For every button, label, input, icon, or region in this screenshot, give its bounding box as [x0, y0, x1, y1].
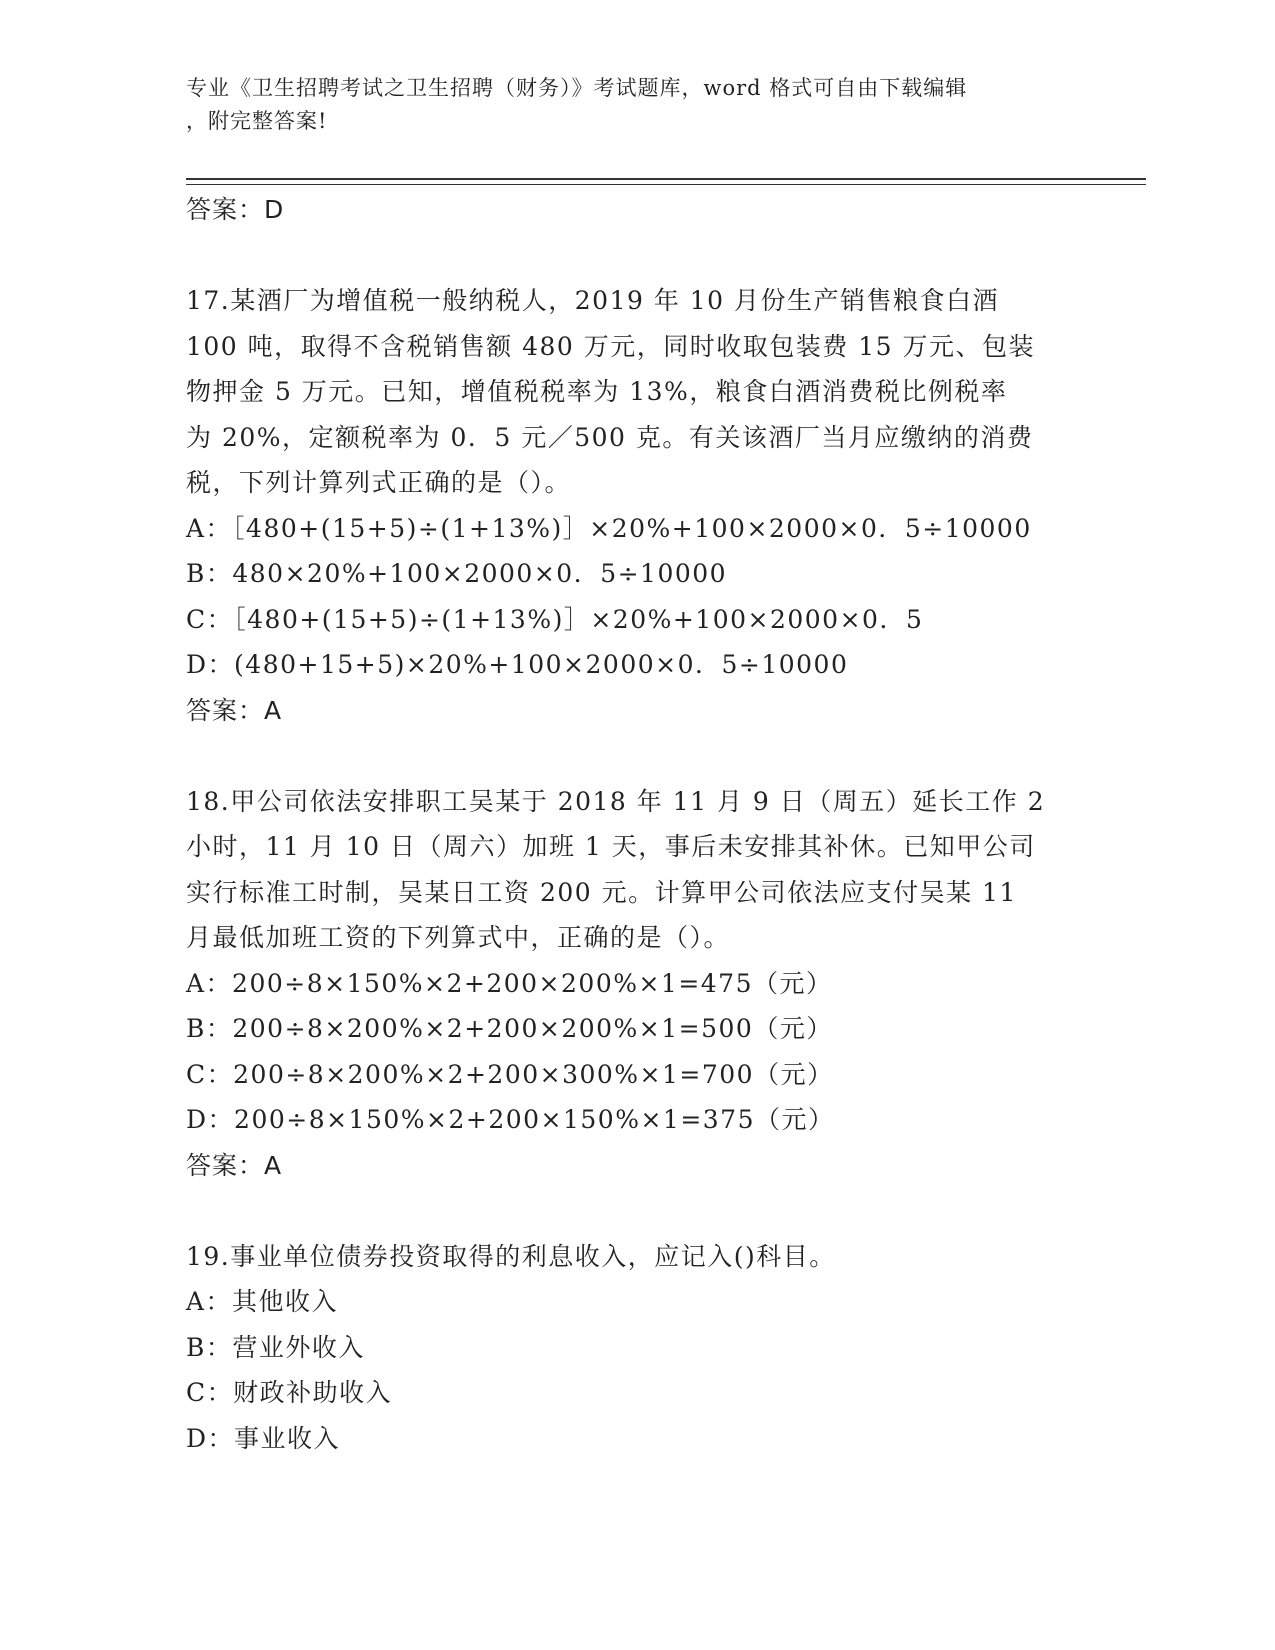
question-19	[186, 1234, 1086, 1462]
header-line-1: 专业《卫生招聘考试之卫生招聘（财务）》考试题库，word 格式可自由下载编辑	[186, 76, 968, 100]
question-17-line-1: 17.某酒厂为增值税一般纳税人，2019 年 10 月份生产销售粮食白酒	[186, 286, 1000, 315]
header-divider-bottom	[186, 184, 1146, 185]
question-19-line-1: 19.事业单位债券投资取得的利息收入，应记入()科目。	[186, 1241, 836, 1271]
document-header	[186, 72, 1086, 138]
question-17-line-5: 税，下列计算列式正确的是（）。	[186, 468, 572, 497]
previous-answer: 答案：D	[186, 195, 285, 224]
header-line-2: ，附完整答案!	[186, 109, 328, 133]
question-18-answer: 答案：A	[186, 1150, 283, 1180]
question-18-line-4: 月最低加班工资的下列算式中，正确的是（）。	[186, 923, 731, 952]
spacer	[186, 233, 1086, 279]
question-17	[186, 278, 1086, 733]
document-body	[186, 187, 1086, 1461]
question-17-option-b: B：480×20%+100×2000×0．5÷10000	[186, 559, 728, 588]
question-17-answer: 答案：A	[186, 695, 283, 725]
question-18-line-2: 小时，11 月 10 日（周六）加班 1 天，事后未安排其补休。已知甲公司	[186, 832, 1036, 861]
question-18-option-a: A：200÷8×150%×2+200×200%×1=475（元）	[186, 968, 833, 998]
question-18-option-c: C：200÷8×200%×2+200×300%×1=700（元）	[186, 1059, 834, 1089]
question-18-option-d: D：200÷8×150%×2+200×150%×1=375（元）	[186, 1105, 835, 1134]
spacer	[186, 1188, 1086, 1234]
question-19-option-a: A：其他收入	[186, 1287, 339, 1316]
question-17-line-3: 物押金 5 万元。已知，增值税税率为 13%，粮食白酒消费税比例税率	[186, 377, 1008, 406]
spacer	[186, 733, 1086, 779]
question-18-option-b: B：200÷8×200%×2+200×200%×1=500（元）	[186, 1014, 833, 1043]
question-19-option-d: D：事业收入	[186, 1423, 341, 1453]
question-18	[186, 779, 1086, 1189]
question-19-option-c: C：财政补助收入	[186, 1378, 393, 1407]
question-18-line-3: 实行标准工时制，吴某日工资 200 元。计算甲公司依法应支付吴某 11	[186, 877, 1017, 907]
question-17-option-a: A：［480+(15+5)÷(1+13%)］×20%+100×2000×0．5÷10000	[186, 513, 1032, 543]
question-17-option-d: D：(480+15+5)×20%+100×2000×0．5÷10000	[186, 650, 849, 679]
question-18-line-1: 18.甲公司依法安排职工吴某于 2018 年 11 月 9 日（周五）延长工作 2	[186, 786, 1046, 816]
question-17-line-4: 为 20%，定额税率为 0．5 元／500 克。有关该酒厂当月应缴纳的消费	[186, 422, 1034, 452]
question-17-line-2: 100 吨，取得不含税销售额 480 万元，同时收取包装费 15 万元、包装	[186, 331, 1035, 361]
question-17-option-c: C：［480+(15+5)÷(1+13%)］×20%+100×2000×0．5	[186, 604, 924, 634]
question-19-option-b: B：营业外收入	[186, 1332, 365, 1362]
header-divider-top	[186, 178, 1146, 180]
